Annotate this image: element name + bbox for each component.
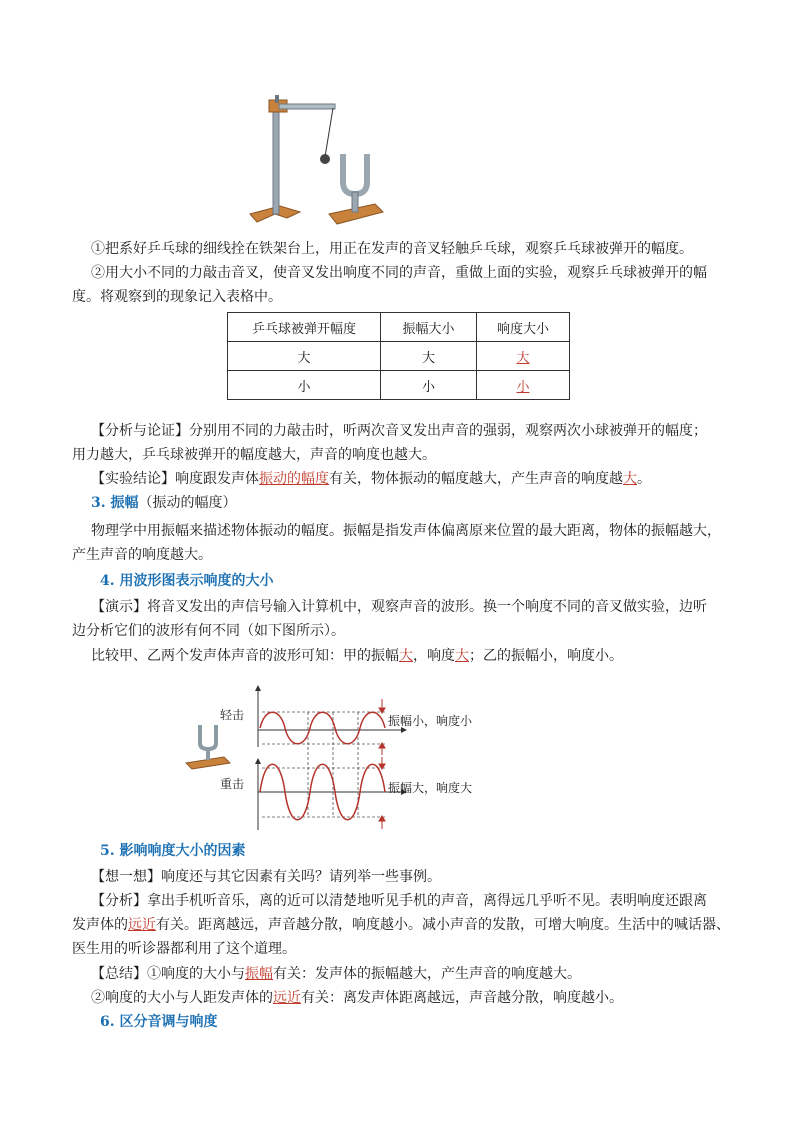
summary-line1 — [91, 963, 581, 985]
summary-2-prefix: ②响度的大小与人距发声体的 — [91, 990, 273, 1006]
comparison-prefix: 比较甲、乙两个发声体声音的波形可知：甲的振幅 — [91, 648, 399, 664]
conclusion-answer-2: 大 — [623, 471, 637, 487]
comparison-middle: ，响度 — [413, 648, 455, 664]
think-question: 【想一想】响度还与其它因素有关吗？请列举一些事例。 — [91, 869, 441, 885]
table-cell: 大 — [381, 342, 477, 371]
light-strike-note: 振幅小，响度小 — [388, 714, 473, 728]
table-header: 响度大小 — [477, 313, 570, 342]
summary-2-suffix: 有关：离发声体距离越远，声音越分散，响度越小。 — [301, 990, 623, 1006]
summary-1-prefix: 【总结】①响度的大小与 — [91, 966, 245, 982]
analysis-line2: 用力越大，乒乓球被弹开的幅度越大，声音的响度也越大。 — [72, 447, 436, 463]
tuning-fork-small-icon — [186, 725, 230, 769]
section-3-title: 3. 振幅 — [91, 495, 139, 511]
conclusion-middle: 有关，物体振动的幅度越大，产生声音的响度越 — [329, 471, 623, 487]
table-cell: 大 — [228, 342, 381, 371]
section-3-subtitle: （振动的幅度） — [138, 495, 237, 511]
conclusion-line — [91, 468, 651, 490]
section-3-para-line2: 产生声音的响度越大。 — [72, 547, 212, 563]
table-cell-answer: 大 — [477, 342, 570, 371]
analysis-5-prefix: 发声体的 — [72, 917, 128, 933]
summary-1-answer: 振幅 — [245, 966, 273, 982]
section-3-heading — [91, 492, 237, 514]
comparison-answer-1: 大 — [399, 648, 413, 664]
table-row — [228, 342, 570, 371]
analysis-5-line3: 医生用的听诊器都利用了这个道理。 — [72, 941, 296, 957]
table-cell: 小 — [228, 371, 381, 400]
section-3-para-line1: 物理学中用振幅来描述物体振动的幅度。振幅是指发声体偏离原来位置的最大距离，物体的振幅越大， — [91, 523, 721, 539]
tuning-fork-pingpong-illustration — [245, 92, 395, 227]
table-cell-answer: 小 — [477, 371, 570, 400]
analysis-5-answer: 远近 — [128, 917, 156, 933]
summary-line2 — [91, 987, 623, 1009]
table-header: 振幅大小 — [381, 313, 477, 342]
summary-2-answer: 远近 — [273, 990, 301, 1006]
section-4-title: 4. 用波形图表示响度的大小 — [100, 573, 274, 589]
observation-table — [227, 312, 570, 400]
comparison-line — [91, 645, 623, 667]
analysis-5-suffix: 有关。距离越远，声音越分散，响度越小。减小声音的发散，可增大响度。生活中的喊话器、 — [156, 917, 730, 933]
analysis-line1: 【分析与论证】分别用不同的力敲击时，听两次音叉发出声音的强弱，观察两次小球被弹开的幅度； — [91, 423, 707, 439]
step2-text-line1: ②用大小不同的力敲击音叉，使音叉发出响度不同的声音，重做上面的实验，观察乒乓球被弹开的幅 — [91, 265, 707, 281]
demo-line2: 边分析它们的波形有何不同（如下图所示）。 — [72, 623, 345, 639]
heavy-strike-label: 重击 — [220, 777, 245, 791]
comparison-answer-2: 大 — [455, 648, 469, 664]
analysis-5-line2 — [72, 914, 730, 936]
conclusion-end: 。 — [637, 471, 651, 487]
table-header-row — [228, 313, 570, 342]
analysis-5-line1: 【分析】拿出手机听音乐，离的近可以清楚地听见手机的声音，离得远几乎听不见。表明响度还跟离 — [91, 893, 707, 909]
conclusion-prefix: 【实验结论】响度跟发声体 — [91, 471, 259, 487]
table-row — [228, 371, 570, 400]
summary-1-suffix: 有关：发声体的振幅越大，产生声音的响度越大。 — [273, 966, 581, 982]
section-6-title: 6. 区分音调与响度 — [100, 1014, 218, 1030]
section-5-title: 5. 影响响度大小的因素 — [100, 843, 246, 859]
heavy-strike-note: 振幅大，响度大 — [388, 781, 473, 795]
step2-text-line2: 度。将观察到的现象记入表格中。 — [72, 289, 282, 305]
conclusion-answer-1: 振动的幅度 — [259, 471, 329, 487]
step1-text: ①把系好乒乓球的细线拴在铁架台上，用正在发声的音叉轻触乒乓球，观察乒乓球被弹开的幅度。 — [91, 241, 693, 257]
table-cell: 小 — [381, 371, 477, 400]
light-strike-label: 轻击 — [220, 708, 245, 722]
table-header: 乒乓球被弹开幅度 — [228, 313, 381, 342]
demo-line1: 【演示】将音叉发出的声信号输入计算机中，观察声音的波形。换一个响度不同的音叉做实验，边听 — [91, 599, 707, 615]
comparison-end: ；乙的振幅小，响度小。 — [469, 648, 623, 664]
